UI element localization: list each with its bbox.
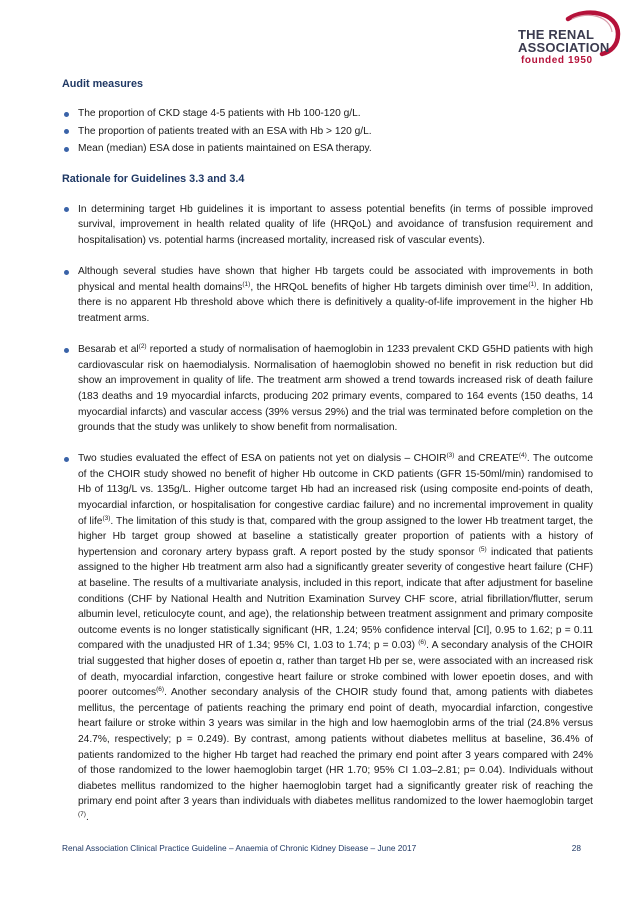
citation-ref: (5)	[478, 545, 487, 553]
citation-ref: (2)	[138, 343, 147, 351]
citation-ref: (6)	[418, 639, 427, 647]
citation-ref: (4)	[518, 452, 527, 460]
rationale-paragraph-3: Besarab et $al^{(2)}$ reported a study of normalisation of haemoglobin in 1233 prevalent CKD G5HD patients with high cardiovascular risk on haemodialysis. Normalisation of haemoglobin showed no benefit in risk reduction but did show an improvement in quality of life. The treatment arm showed a trend towards increased risk of death failure (183 deaths and 19 myocardial infarcts, producing 202 primary events, compared to 164 events (150 deaths, 14 myocardial infarcts) and vascular access (39% versus 29%) and the trial was terminated before completion on the grounds that the study was unlikely to show benefit from normalisation.	[62, 342, 593, 436]
page-content	[62, 76, 593, 841]
list-item: The proportion of CKD stage 4-5 patients with Hb 100-120 g/L.	[62, 106, 593, 122]
logo-line-2: ASSOCIATION	[518, 40, 610, 55]
logo-line-1: THE RENAL	[518, 27, 595, 42]
citation-ref: (1)	[528, 280, 537, 288]
rationale-heading: Rationale for Guidelines 3.3 and 3.4	[62, 172, 245, 185]
audit-list	[62, 106, 593, 157]
list-item: The proportion of patients treated with an ESA with Hb > 120 g/L.	[62, 124, 593, 140]
audit-heading: Audit measures	[62, 78, 144, 90]
citation-ref: (6)	[156, 686, 165, 694]
list-item: Mean (median) ESA dose in patients maintained on ESA therapy.	[62, 141, 593, 157]
page-footer	[62, 843, 593, 853]
rationale-list	[62, 202, 593, 826]
rationale-paragraph-2: Although several studies have shown that higher Hb targets could be associated with improvements in both physical and mental health domains$^{(1)}$, the HRQoL benefits of higher Hb targets diminish over time$^{(1)}$. In addition, there is no apparent Hb threshold above which there is definitively a quality-of-life improvement in the higher Hb treatment arms.	[62, 264, 593, 326]
rationale-paragraph-4: Two studies evaluated the effect of ESA on patients not yet on dialysis – CHOIR$^{(3)}$ and CREATE$^{(4)}$. The outcome of the CHOIR study showed no benefit of higher Hb outcome in CKD patients (GFR 15-50ml/min) randomised to Hb of 113g/L vs. 135g/L. Higher outcome target Hb had an increased risk (using composite end-points of death, myocardial infarction, or hospitalisation for congestive cardiac failure) and no incremental improvement in quality of life$^{(3)}$. The limitation of this study is that, compared with the group assigned to the lower Hb treatment target, the higher Hb target group showed at baseline a statistically greater proportion of patients with a history of hypertension and coronary artery bypass graft. A report posted by the study sponsor $^{(5)}$ indicated that patients assigned to the higher Hb treatment arm also had a significantly greater severity of congestive heart failure (CHF) at baseline. The results of a multivariate analysis, included in this report, indicate that after adjustment for baseline conditions (CHF by National Health and Nutrition Examination Survey CHF score, atrial fibrillation/flutter, serum albumin level, reticulocyte count, and age), the relationship between treatment assignment and primary composite outcome events is no longer statistically significant (HR, 1.24; 95% confidence interval [CI], 0.95 to 1.62; p = 0.11 compared with the unadjusted HR of 1.34; 95% CI, 1.03 to 1.74; p = 0.03) $^{(6)}$. A secondary analysis of the CHOIR trial suggested that higher doses of epoetin α, rather than target Hb per se, were associated with an increased risk of death, myocardial infarction, congestive heart failure or stroke combined with lower epoetin doses, and with poorer outcomes$^{(6)}$. Another secondary analysis of the CHOIR study found that, among patients with diabetes mellitus, the percentage of patients reaching the primary end point of death, myocardial infarction, congestive heart failure or stroke within 3 years was similar in the high and low haemoglobin arms of the trial (24.8% versus 24.7%, respectively; p = 0.249). By contrast, among patients without diabetes mellitus at baseline, 36.4% of patients randomized to the higher Hb target had reached the primary end point after 3 years compared with 24% of those randomized to the lower haemoglobin target (HR 1.70; 95% CI 1.03–2.81; p= 0.04). Individuals without diabetes mellitus randomized to the higher haemoglobin target had a significantly greater risk of reaching the primary end point after 3 years than individuals with diabetes mellitus randomized to the lower haemoglobin target $^{(7)}$.	[62, 451, 593, 825]
citation-ref: (1)	[242, 280, 251, 288]
citation-ref: (3)	[102, 514, 111, 522]
page-number: 28	[571, 843, 581, 853]
citation-ref: (3)	[446, 452, 455, 460]
footer-text: Renal Association Clinical Practice Guideline – Anaemia of Chronic Kidney Disease – June 2017	[62, 843, 417, 853]
rationale-paragraph-1: In determining target Hb guidelines it is important to assess potential benefits (in terms of possible improved survival, improvement in health related quality of life (HRQoL) and avoidance of transfusion requirement and hospitalisation) vs. potential harms (increased mortality, increased risk of vascular events).	[62, 202, 593, 249]
renal-association-logo	[510, 10, 628, 72]
logo-founded: founded 1950	[521, 55, 593, 66]
citation-ref: (7)	[78, 810, 86, 818]
